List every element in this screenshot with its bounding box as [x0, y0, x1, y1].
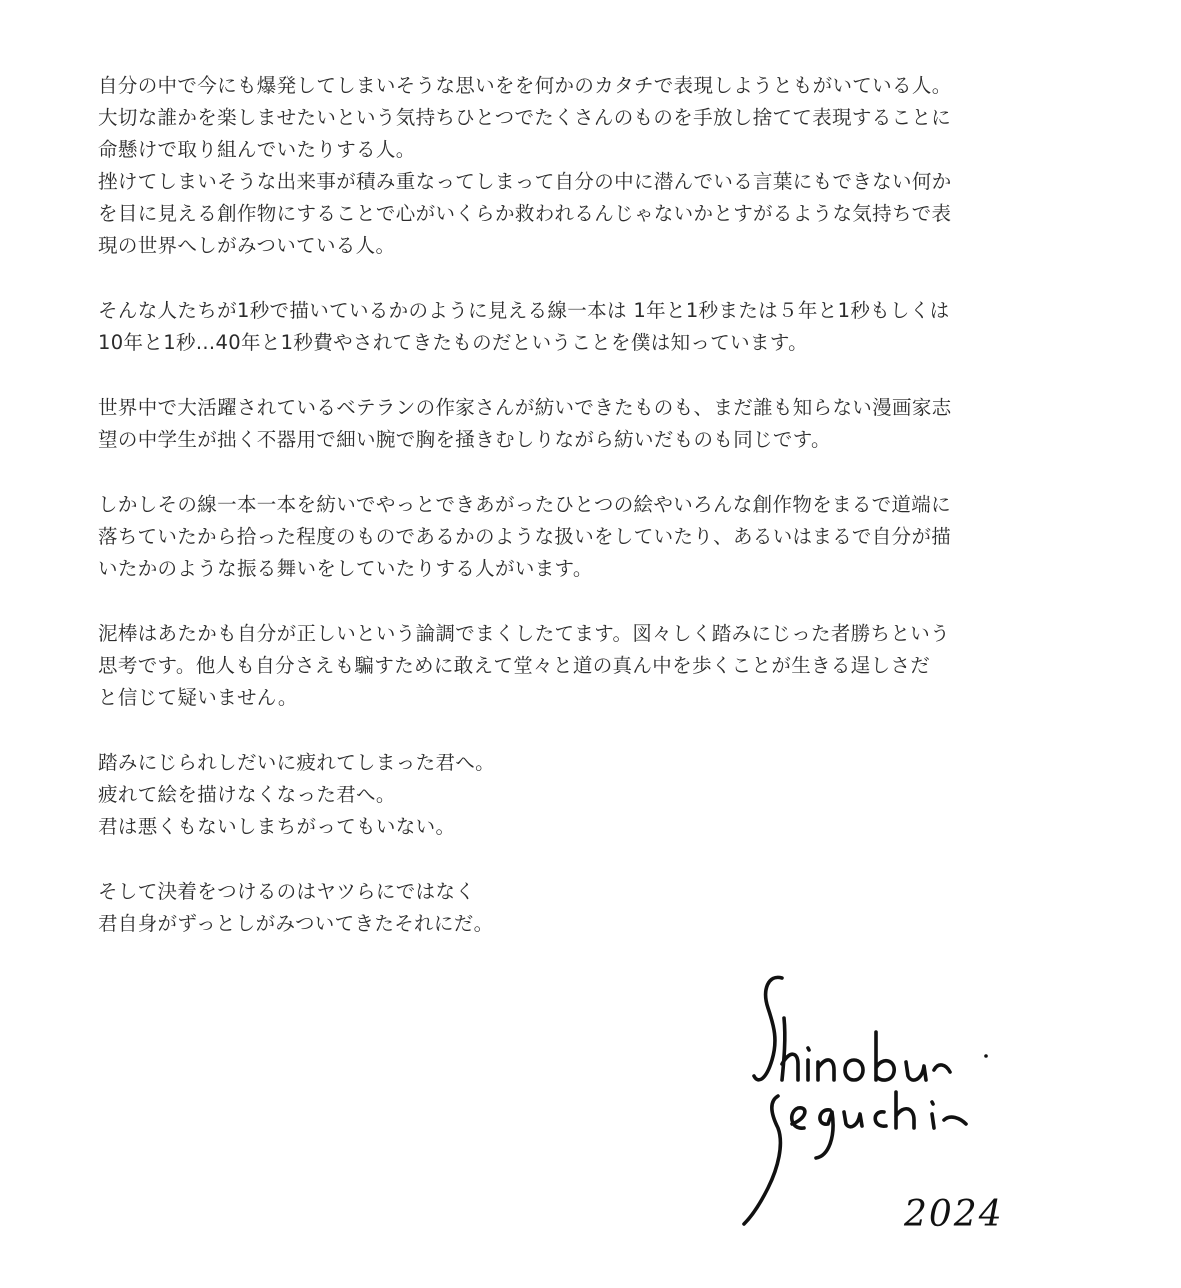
- signature-drawing: [738, 968, 1028, 1248]
- text-line: 命懸けで取り組んでいたりする人。: [98, 138, 416, 161]
- signature-stroke: [896, 1092, 914, 1128]
- signature-stroke: [782, 1018, 798, 1080]
- text-line: 思考です。他人も自分さえも騙すために敢えて堂々と道の真ん中を歩くことが生きる逞しさだ: [98, 654, 931, 677]
- text-line: 疲れて絵を描けなくなった君へ。: [98, 783, 396, 806]
- paragraph-4: [98, 489, 1088, 585]
- signature-year: 2024: [904, 1194, 1004, 1235]
- signature-stroke: [944, 1117, 966, 1124]
- text-line: そして決着をつけるのはヤツらにではなく: [98, 880, 476, 903]
- paragraph-5: [98, 618, 1088, 714]
- text-line: そんな人たちが1秒で描いているかのように見える線一本は 1年と1秒または５年と1秒もしくは: [98, 299, 950, 322]
- paragraph-6: [98, 747, 1088, 843]
- signature-stroke: [934, 1065, 950, 1072]
- text-line: 落ちていたから拾った程度のものであるかのような扱いをしていたり、あるいはまるで自分が描: [98, 525, 952, 548]
- text-line: 君自身がずっとしがみついてきたそれにだ。: [98, 912, 494, 935]
- text-line: 泥棒はあたかも自分が正しいという論調でまくしたてます。図々しく踏みにじった者勝ちという: [98, 622, 950, 645]
- text-line: 挫けてしまいそうな出来事が積み重なってしまって自分の中に潜んでいる言葉にもできない何か: [98, 170, 952, 193]
- handwritten-signature: [738, 968, 1028, 1248]
- text-line: 大切な誰かを楽しませたいという気持ちひとつでたくさんのものを手放し捨てて表現することに: [98, 106, 952, 129]
- text-line: しかしその線一本一本を紡いでやっとできあがったひとつの絵やいろんな創作物をまるで道端に: [98, 493, 951, 516]
- text-line: 踏みにじられしだいに疲れてしまった君へ。: [98, 751, 496, 774]
- signature-stroke: [876, 1032, 894, 1080]
- text-line: 世界中で大活躍されているベテランの作家さんが紡いできたものも、まだ誰も知らない漫画家志: [98, 396, 952, 419]
- text-line: 君は悪くもないしまちがってもいない。: [98, 815, 456, 838]
- text-line: いたかのような振る舞いをしていたりする人がいます。: [98, 557, 593, 580]
- signature-stroke: [744, 1096, 780, 1224]
- signature-stroke: [845, 1060, 863, 1080]
- paragraph-2: [98, 295, 1088, 359]
- text-line: 10年と1秒...40年と1秒費やされてきたものだということを僕は知っています。: [98, 331, 808, 354]
- text-line: 望の中学生が拙く不器用で細い腕で胸を掻きむしりながら紡いだものも同じです。: [98, 428, 831, 451]
- signature-stroke: [875, 1112, 886, 1126]
- signature-stroke: [792, 1108, 805, 1128]
- text-line: を目に見える創作物にすることで心がいくらか救われるんじゃないかとすがるような気持ちで表: [98, 202, 952, 225]
- letter-body: [98, 70, 1088, 973]
- signature-stroke: [754, 977, 782, 1079]
- text-line: 現の世界へしがみついている人。: [98, 234, 396, 257]
- signature-dot: [984, 1054, 988, 1058]
- signature-stroke: [808, 1048, 809, 1080]
- paragraph-7: [98, 876, 1088, 940]
- text-line: と信じて疑いません。: [98, 686, 298, 709]
- signature-stroke: [818, 1060, 834, 1080]
- signature-stroke: [906, 1062, 926, 1080]
- paragraph-1: [98, 70, 1088, 262]
- signature-stroke: [932, 1102, 934, 1128]
- paragraph-3: [98, 392, 1088, 456]
- text-line: 自分の中で今にも爆発してしまいそうな思いをを何かのカタチで表現しようともがいている人。: [98, 74, 952, 97]
- signature-stroke: [844, 1112, 862, 1127]
- signature-stroke: [816, 1110, 833, 1158]
